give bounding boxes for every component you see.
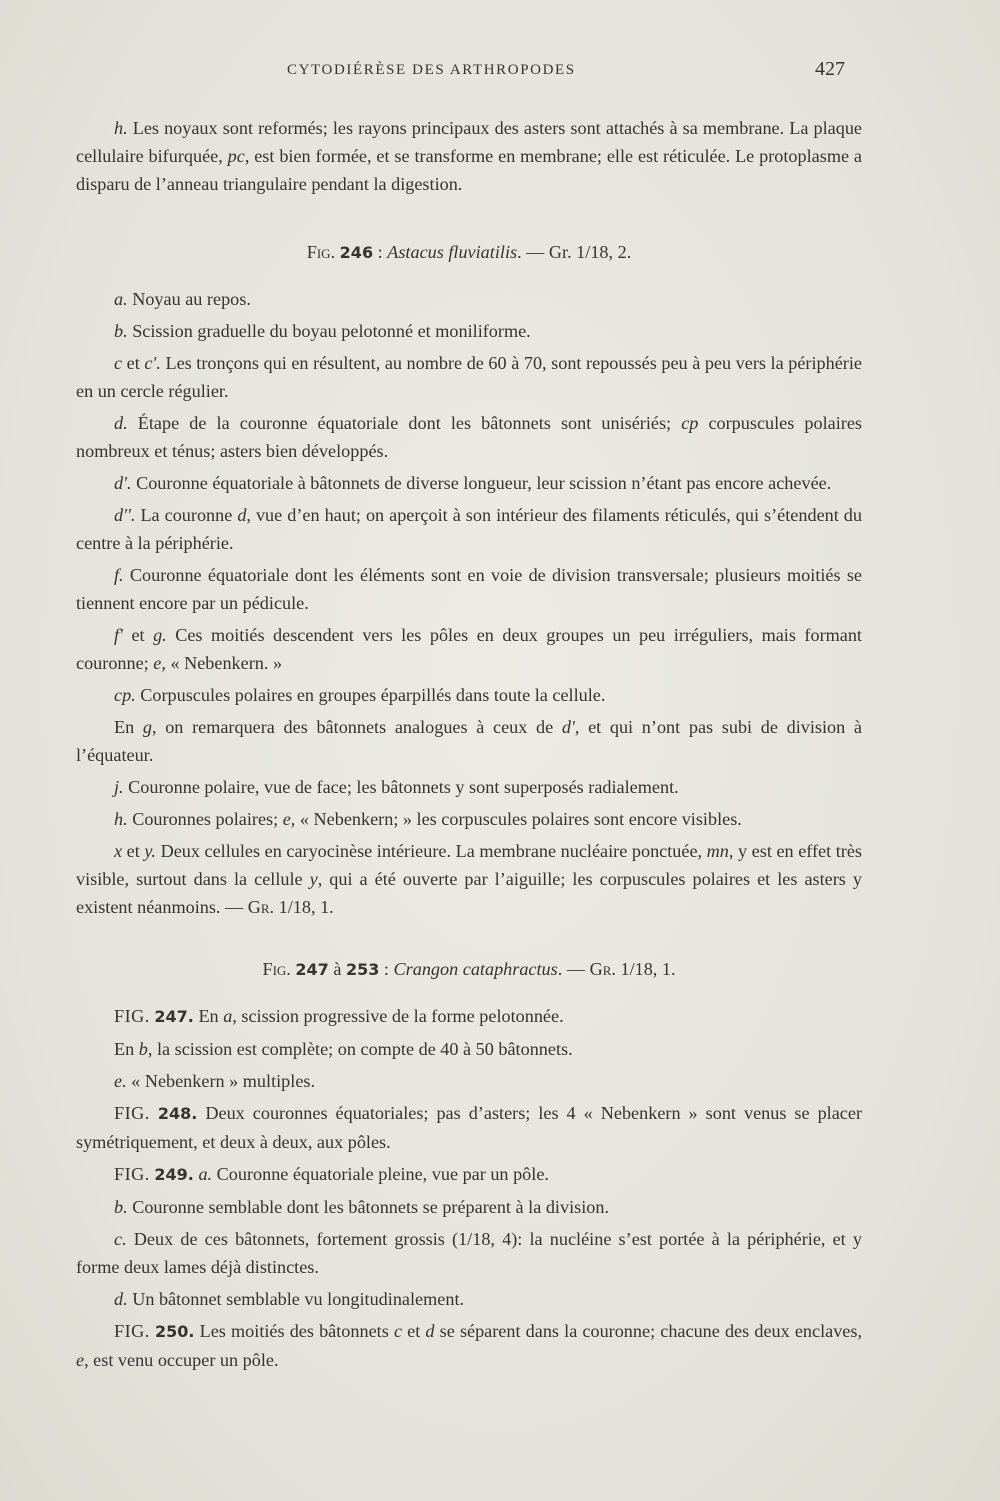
caption-item-c [76, 349, 862, 405]
figure-heading-247-253 [76, 955, 862, 984]
fig-label: FIG. [114, 1103, 150, 1123]
text: , qui a été ouverte par l’aiguille; les corpuscules polaires et les asters y existent néanmoins. — [76, 869, 862, 917]
text: Étape de la couronne équatoriale dont les bâtonnets sont unisériés; [137, 413, 682, 433]
item-marker: c. [114, 1229, 127, 1249]
caption-item-d [76, 409, 862, 465]
fig-number: 250. [155, 1322, 195, 1341]
caption-item-cp [76, 681, 862, 709]
symbol-d-prime: d' [561, 717, 575, 737]
caption-fig-249-a [76, 1160, 862, 1189]
text: Deux cellules en caryocinèse intérieure. La membrane nucléaire ponctuée, [160, 841, 707, 861]
symbol-d: d [425, 1321, 435, 1341]
text: et [122, 353, 145, 373]
item-marker: h. [114, 809, 128, 829]
item-marker: a. [198, 1164, 213, 1184]
item-marker: d''. [114, 505, 136, 525]
paragraph-h-intro [76, 114, 862, 198]
text: Couronne équatoriale à bâtonnets de diverse longueur, leur scission n’étant pas encore achevée. [136, 473, 832, 493]
caption-item-x-y [76, 837, 862, 921]
symbol-d: d [237, 505, 247, 525]
caption-item-h [76, 805, 862, 833]
caption-fig-249-d [76, 1285, 862, 1313]
text: Ces moitiés descendent vers les pôles en deux groupes un peu irréguliers, mais formant couronne; [76, 625, 862, 673]
text: et [402, 1321, 426, 1341]
symbol-cp: cp [681, 413, 699, 433]
gr-abbrev: Gr. [247, 897, 275, 917]
text: En [198, 1006, 224, 1026]
fig-word: Fig. [306, 242, 336, 262]
text: Scission graduelle du boyau pelotonné et moniliforme. [132, 321, 531, 341]
symbol-e: e [282, 809, 291, 829]
caption-item-j [76, 773, 862, 801]
fig-number: 246 [339, 243, 374, 262]
caption-fig-247 [76, 1002, 862, 1031]
body-text [76, 114, 862, 1378]
species-name: Crangon cataphractus [393, 959, 558, 979]
text: La couronne [140, 505, 238, 525]
text: Les moitiés des bâtonnets [199, 1321, 394, 1341]
text: , et qui n’ont pas subi de division à l’équateur. [76, 717, 862, 765]
caption-item-a [76, 285, 862, 313]
caption-item-d-prime [76, 469, 862, 497]
item-marker: d. [114, 1289, 128, 1309]
item-marker: j. [114, 777, 124, 797]
caption-item-d-double-prime [76, 501, 862, 557]
item-marker: e. [114, 1071, 127, 1091]
text: , y est en effet très visible, surtout dans la cellule [76, 841, 863, 889]
symbol-g: g [142, 717, 152, 737]
item-marker: g. [153, 625, 167, 645]
text: « Nebenkern » multiples. [131, 1071, 316, 1091]
text: Deux de ces bâtonnets, fortement grossis (1/18, 4): la nucléine s’est portée à la périphérie, et y forme deux lames déjà distinctes. [76, 1229, 862, 1277]
symbol-c: c [393, 1321, 403, 1341]
text: , vue d’en haut; on aperçoit à son intérieur des filaments réticulés, qui s’étendent du centre à la périphérie. [76, 505, 862, 553]
fig-word: Fig. [262, 959, 291, 979]
text: En [114, 1039, 139, 1059]
text: et [122, 625, 154, 645]
text: Les tronçons qui en résultent, au nombre de 60 à 70, sont repoussés peu à peu vers la périphérie en un cercle régulier. [76, 353, 862, 401]
symbol-y: y [309, 869, 318, 889]
text: , scission progressive de la forme pelotonnée. [232, 1006, 564, 1026]
symbol-e: e [153, 653, 162, 673]
separator: : [379, 959, 394, 979]
caption-fig-249-b [76, 1193, 862, 1221]
text: Couronnes polaires; [132, 809, 283, 829]
caption-item-b [76, 317, 862, 345]
species-name: Astacus fluviatilis [387, 242, 518, 262]
caption-item-f [76, 561, 862, 617]
text: Couronne équatoriale pleine, vue par un pôle. [216, 1164, 549, 1184]
text: à [328, 959, 346, 979]
text: Couronne équatoriale dont les éléments sont en voie de division transversale; plusieurs moitiés se tiennent encore par un pédicule. [76, 565, 862, 613]
text: , « Nebenkern. » [161, 653, 283, 673]
item-marker: h. [114, 118, 128, 138]
text: Deux couronnes équatoriales; pas d’asters; les 4 « Nebenkern » sont venus se placer symétriquement, et deux à deux, aux pôles. [76, 1103, 863, 1152]
fig-number: 247. [154, 1007, 194, 1026]
magnification: . — Gr. 1/18, 2. [517, 242, 632, 262]
item-marker: cp. [114, 685, 136, 705]
fig-label: FIG. [114, 1321, 150, 1341]
magnification: 1/18, 1. [615, 959, 676, 979]
text: corpuscules polaires nombreux et ténus; asters bien développés. [76, 413, 862, 461]
caption-fig-250 [76, 1317, 862, 1374]
fig-number: 247 [295, 960, 329, 979]
text: Couronne polaire, vue de face; les bâtonnets y sont superposés radialement. [128, 777, 679, 797]
running-title: CYTODIÉRÈSE DES ARTHROPODES [287, 62, 576, 78]
fig-label: FIG. [114, 1164, 150, 1184]
text: et [122, 841, 145, 861]
caption-item-en-g [76, 713, 862, 769]
symbol-pc: pc [227, 146, 245, 166]
figure-heading-246 [76, 238, 862, 267]
fig-number: 253 [345, 960, 380, 979]
item-marker: f. [114, 565, 124, 585]
text: , est bien formée, et se transforme en membrane; elle est réticulée. Le protoplasme a disparu de l’anneau triangulaire pendant la digestion. [76, 146, 862, 194]
symbol-e: e [76, 1350, 85, 1370]
fig-number: 248. [157, 1104, 198, 1123]
item-marker: c'. [144, 353, 161, 373]
caption-fig-247-e [76, 1067, 862, 1095]
text: 1/18, 1. [274, 897, 334, 917]
text: Un bâtonnet semblable vu longitudinalement. [132, 1289, 465, 1309]
item-marker: x [114, 841, 123, 861]
text: . — [557, 959, 590, 979]
gr-abbrev: Gr. [589, 959, 616, 979]
caption-item-f-prime-g [76, 621, 862, 677]
fig-number: 249. [154, 1165, 194, 1184]
symbol-b: b [138, 1039, 148, 1059]
item-marker: y. [144, 841, 156, 861]
text: Couronne semblable dont les bâtonnets se préparent à la division. [132, 1197, 609, 1217]
text: se séparent dans la couronne; chacune des deux enclaves, [434, 1321, 862, 1341]
page-header [0, 58, 1000, 86]
separator: : [373, 242, 388, 262]
item-marker: b. [114, 321, 128, 341]
item-marker: f' [114, 625, 123, 645]
fig-label: FIG. [114, 1006, 150, 1026]
item-marker: d. [114, 413, 128, 433]
item-marker: c [114, 353, 123, 373]
caption-fig-248 [76, 1099, 862, 1156]
item-marker: b. [114, 1197, 128, 1217]
text: , la scission est complète; on compte de 40 à 50 bâtonnets. [147, 1039, 573, 1059]
item-marker: d'. [114, 473, 132, 493]
item-marker: a. [114, 289, 128, 309]
page-number: 427 [815, 58, 845, 80]
symbol-a: a [223, 1006, 233, 1026]
text: Corpuscules polaires en groupes éparpillés dans toute la cellule. [140, 685, 606, 705]
text: Les noyaux sont reformés; les rayons principaux des asters sont attachés à sa membrane. La plaque cellulaire bifurquée, [76, 118, 862, 166]
caption-fig-247-b [76, 1035, 862, 1063]
text: Noyau au repos. [132, 289, 251, 309]
text: , « Nebenkern; » les corpuscules polaires sont encore visibles. [290, 809, 742, 829]
text: , on remarquera des bâtonnets analogues à ceux de [151, 717, 562, 737]
text: En [114, 717, 143, 737]
symbol-mn: mn [706, 841, 729, 861]
caption-fig-249-c [76, 1225, 862, 1281]
text: , est venu occuper un pôle. [84, 1350, 279, 1370]
